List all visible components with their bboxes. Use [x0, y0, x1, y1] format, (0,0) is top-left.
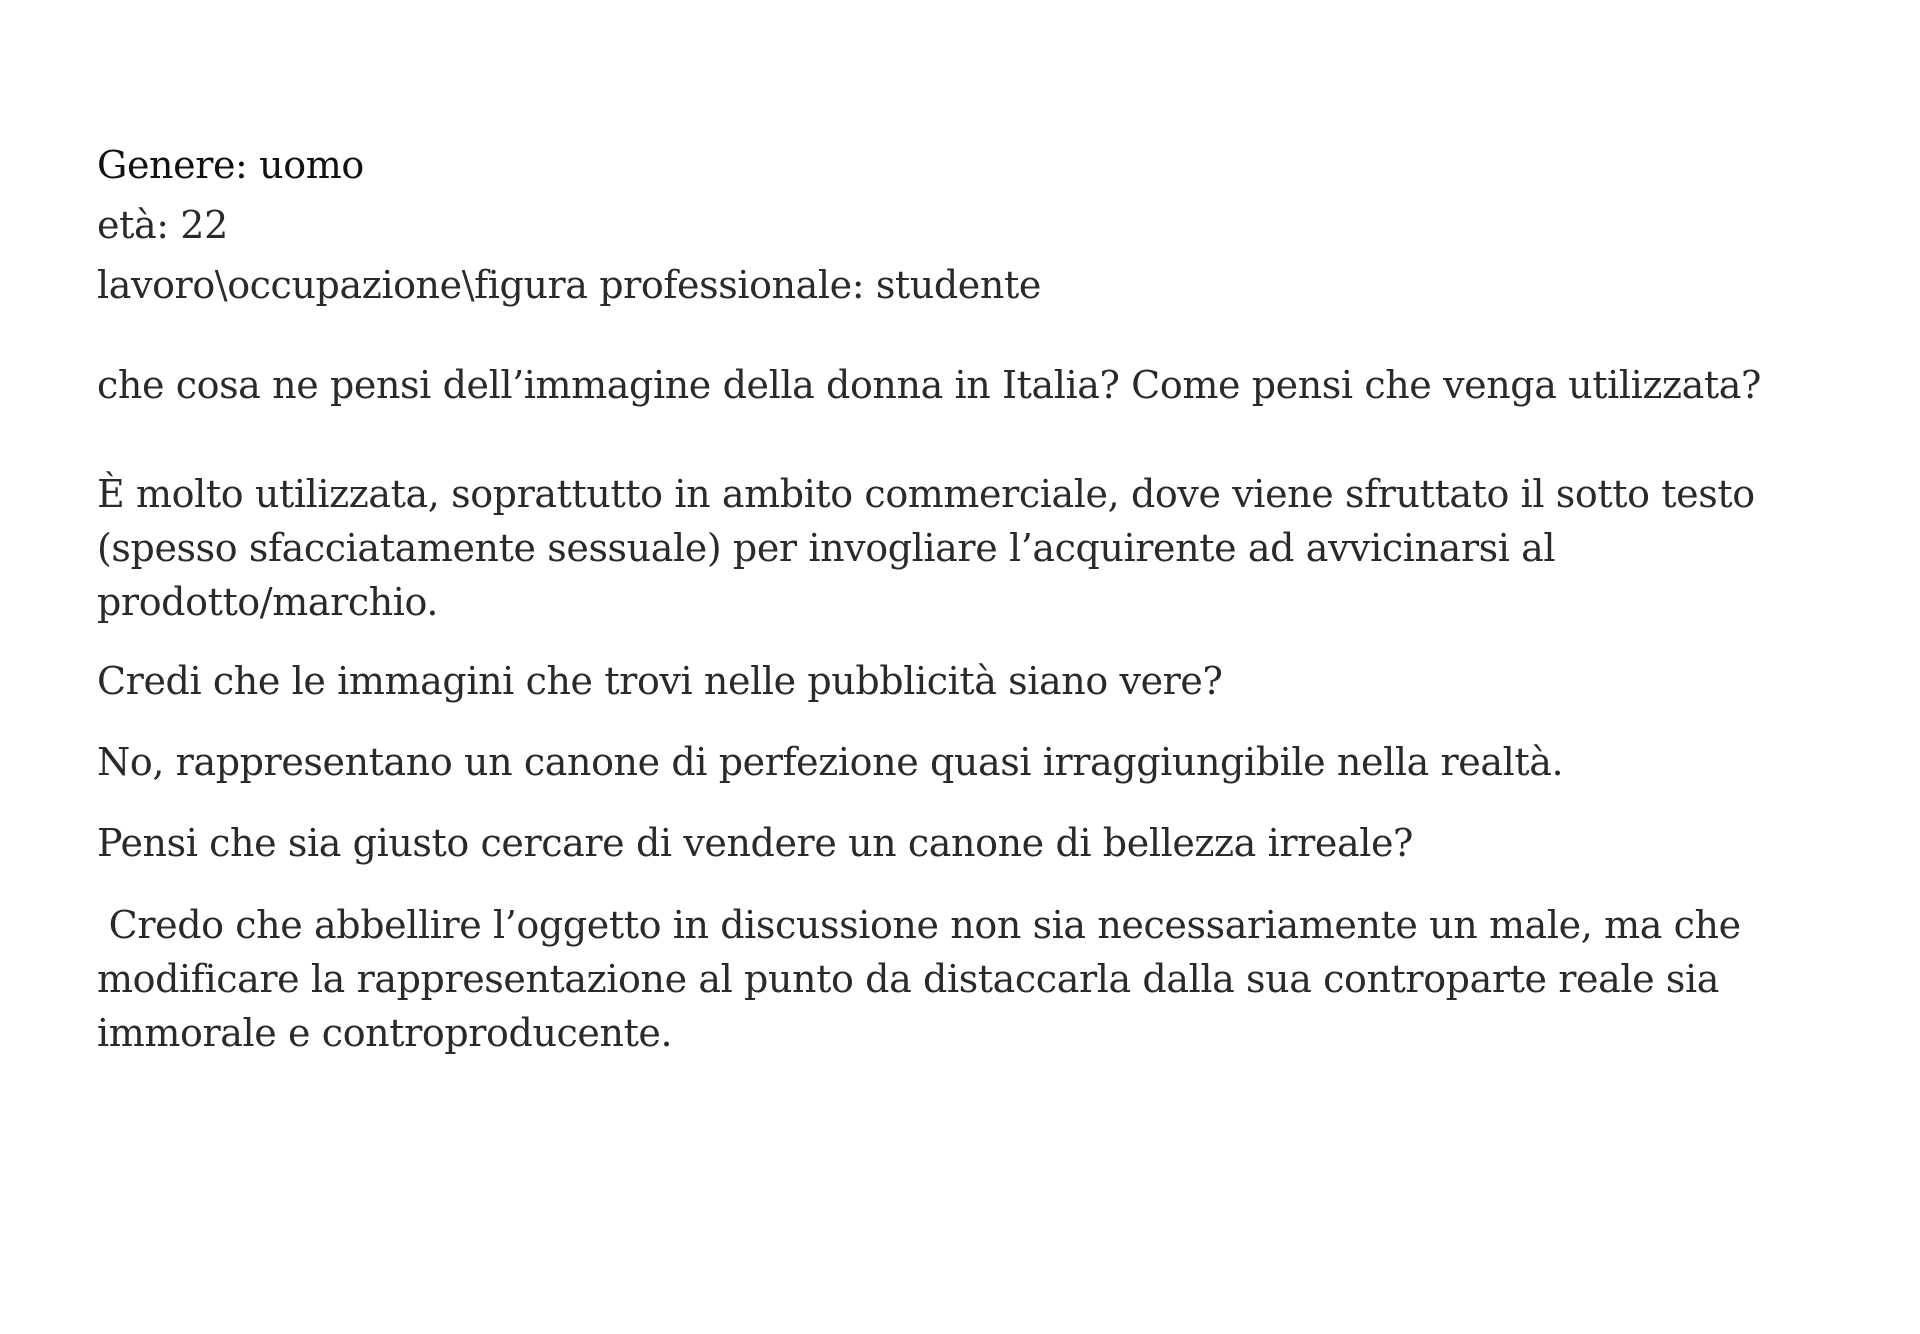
respondent-age: età: 22	[97, 203, 228, 247]
answer-3-line: Credo che abbellire l’oggetto in discussione non sia necessariamente un male, ma che	[97, 903, 1741, 947]
answer-3	[97, 898, 1741, 1060]
respondent-occupation: lavoro\occupazione\figura professionale: studente	[97, 263, 1041, 307]
answer-1-line: È molto utilizzata, soprattutto in ambito commerciale, dove viene sfruttato il sotto testo	[97, 472, 1755, 516]
respondent-gender: Genere: uomo	[97, 143, 364, 187]
answer-1	[97, 467, 1755, 629]
question-2: Credi che le immagini che trovi nelle pubblicità siano vere?	[97, 659, 1223, 703]
answer-2: No, rappresentano un canone di perfezione quasi irraggiungibile nella realtà.	[97, 740, 1564, 784]
answer-1-line: (spesso sfacciatamente sessuale) per invogliare l’acquirente ad avvicinarsi al	[97, 526, 1556, 570]
answer-1-line: prodotto/marchio.	[97, 580, 439, 624]
answer-3-line: modificare la rappresentazione al punto da distaccarla dalla sua controparte reale sia	[97, 957, 1719, 1001]
question-1: che cosa ne pensi dell’immagine della donna in Italia? Come pensi che venga utilizzata?	[97, 363, 1761, 407]
document-page	[97, 0, 1877, 1334]
answer-3-line: immorale e controproducente.	[97, 1011, 673, 1055]
question-3: Pensi che sia giusto cercare di vendere un canone di bellezza irreale?	[97, 821, 1414, 865]
